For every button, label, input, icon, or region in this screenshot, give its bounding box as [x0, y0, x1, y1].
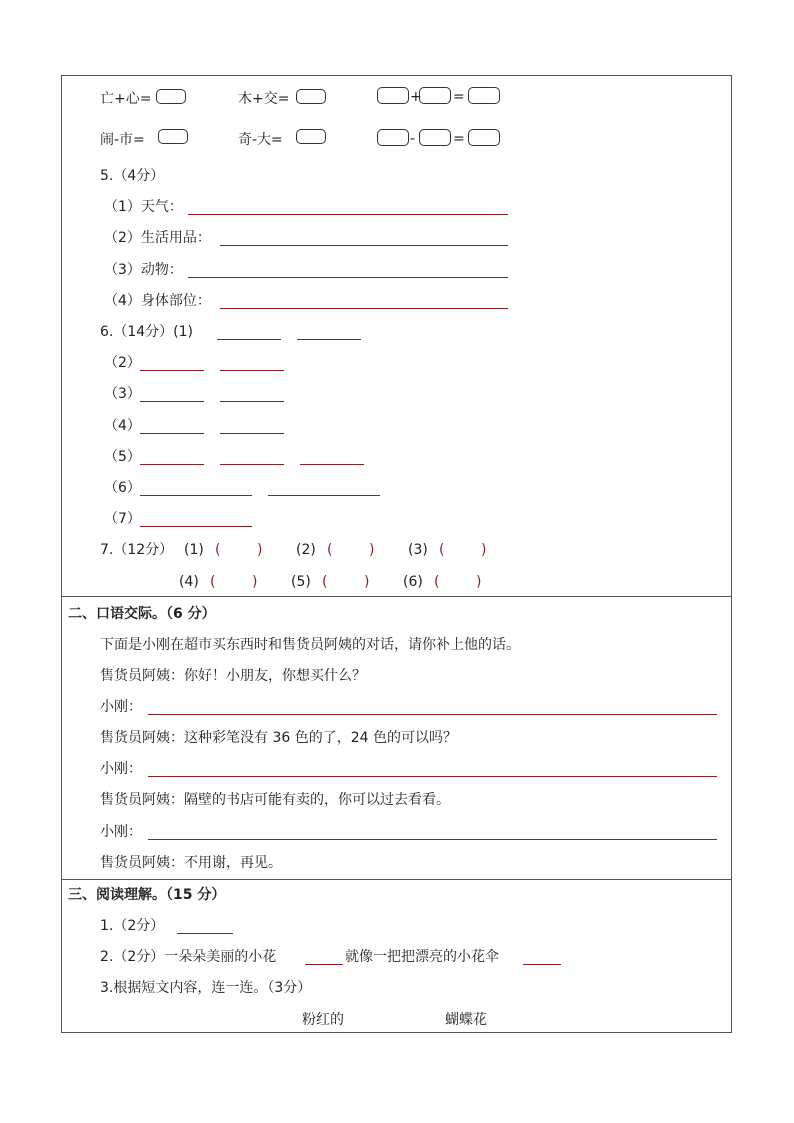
answer-line[interactable]: [140, 464, 204, 465]
q6-item-label: （6）: [104, 480, 141, 496]
q7-item-number: (5): [291, 574, 311, 590]
answer-paren-close[interactable]: ): [481, 542, 487, 558]
equals-sign: =: [453, 131, 465, 147]
answer-line[interactable]: [188, 214, 508, 215]
section-divider: [62, 879, 731, 880]
answer-line[interactable]: [177, 933, 233, 934]
answer-paren-open[interactable]: (: [327, 542, 333, 558]
q4-r2-expr-a: 闹-市=: [100, 132, 145, 148]
q4-r1-expr-a: 亡+心=: [100, 91, 152, 107]
answer-paren-close[interactable]: ): [369, 542, 375, 558]
q6-item-label: （2）: [104, 355, 141, 371]
answer-line[interactable]: [148, 714, 717, 715]
dialogue-line: 售货员阿姨：你好！小朋友，你想买什么？: [100, 668, 366, 684]
q7-item-number: (4): [179, 574, 199, 590]
q5-item-label: （1）天气：: [104, 199, 183, 215]
answer-paren-close[interactable]: ): [364, 574, 370, 590]
answer-line[interactable]: [300, 464, 364, 465]
q5-item-label: （2）生活用品：: [104, 230, 211, 246]
answer-sheet: [61, 75, 732, 1033]
reading-q1: 1.（2分）: [100, 918, 165, 934]
q7-item-number: (1): [184, 542, 204, 558]
answer-box[interactable]: [158, 129, 188, 144]
q7-item-number: (3): [408, 542, 428, 558]
q7-heading: 7.（12分）: [100, 542, 174, 558]
answer-line[interactable]: [297, 339, 361, 340]
answer-line[interactable]: [148, 839, 717, 840]
q5-heading: 5.（4分）: [100, 168, 165, 184]
answer-line[interactable]: [268, 495, 380, 496]
section3-title: 三、阅读理解。（15 分）: [68, 887, 226, 903]
answer-line[interactable]: [523, 964, 561, 965]
answer-box[interactable]: [468, 87, 500, 104]
answer-paren-close[interactable]: ): [476, 574, 482, 590]
answer-line[interactable]: [188, 277, 508, 278]
reading-q2-part1: 2.（2分）一朵朵美丽的小花: [100, 949, 277, 965]
q4-r1-expr-b: 木+交=: [238, 91, 290, 107]
answer-box[interactable]: [468, 129, 500, 146]
answer-paren-open[interactable]: (: [210, 574, 216, 590]
answer-line[interactable]: [217, 339, 281, 340]
answer-line[interactable]: [220, 370, 284, 371]
answer-line[interactable]: [140, 526, 252, 527]
answer-paren-open[interactable]: (: [439, 542, 445, 558]
q4-r2-expr-b: 奇-大=: [238, 132, 283, 148]
answer-box[interactable]: [156, 89, 186, 104]
equals-sign: =: [453, 89, 465, 105]
q6-item-label: （7）: [104, 511, 141, 527]
answer-line[interactable]: [220, 308, 508, 309]
dialogue-line: 售货员阿姨：隔壁的书店可能有卖的，你可以过去看看。: [100, 792, 450, 808]
minus-sign: -: [410, 131, 416, 147]
q7-item-number: (6): [403, 574, 423, 590]
answer-box[interactable]: [296, 129, 326, 144]
answer-line[interactable]: [140, 495, 252, 496]
answer-line[interactable]: [220, 401, 284, 402]
q5-item-label: （3）动物：: [104, 262, 183, 278]
dialogue-intro: 下面是小刚在超市买东西时和售货员阿姨的对话，请你补上他的话。: [100, 637, 520, 653]
answer-line[interactable]: [305, 964, 343, 965]
answer-box[interactable]: [419, 87, 451, 104]
section2-title: 二、口语交际。（6 分）: [68, 606, 216, 622]
answer-line[interactable]: [220, 464, 284, 465]
q6-heading: 6.（14分）(1): [100, 324, 194, 340]
match-left-item[interactable]: 粉红的: [302, 1012, 344, 1028]
answer-paren-close[interactable]: ): [257, 542, 263, 558]
match-right-item[interactable]: 蝴蝶花: [445, 1012, 487, 1028]
answer-paren-open[interactable]: (: [215, 542, 221, 558]
dialogue-line: 售货员阿姨：不用谢，再见。: [100, 855, 282, 871]
speaker-label: 小刚：: [100, 699, 142, 715]
q6-item-label: （4）: [104, 418, 141, 434]
plus-sign: +: [410, 89, 422, 105]
answer-line[interactable]: [140, 401, 204, 402]
speaker-label: 小刚：: [100, 761, 142, 777]
answer-line[interactable]: [220, 245, 508, 246]
answer-line[interactable]: [140, 433, 204, 434]
answer-paren-open[interactable]: (: [322, 574, 328, 590]
dialogue-line: 售货员阿姨：这种彩笔没有 36 色的了，24 色的可以吗？: [100, 730, 457, 746]
speaker-label: 小刚：: [100, 824, 142, 840]
answer-paren-close[interactable]: ): [252, 574, 258, 590]
q6-item-label: （5）: [104, 449, 141, 465]
answer-box[interactable]: [377, 129, 409, 146]
answer-box[interactable]: [377, 87, 409, 104]
q6-item-label: （3）: [104, 386, 141, 402]
q7-item-number: (2): [296, 542, 316, 558]
answer-line[interactable]: [140, 370, 204, 371]
q5-item-label: （4）身体部位：: [104, 293, 211, 309]
answer-paren-open[interactable]: (: [434, 574, 440, 590]
answer-line[interactable]: [220, 433, 284, 434]
answer-box[interactable]: [419, 129, 451, 146]
reading-q2-part2: 就像一把把漂亮的小花伞: [345, 949, 499, 965]
answer-line[interactable]: [148, 776, 717, 777]
reading-q3: 3.根据短文内容，连一连。（3分）: [100, 980, 312, 996]
section-divider: [62, 596, 731, 597]
answer-box[interactable]: [296, 89, 326, 104]
